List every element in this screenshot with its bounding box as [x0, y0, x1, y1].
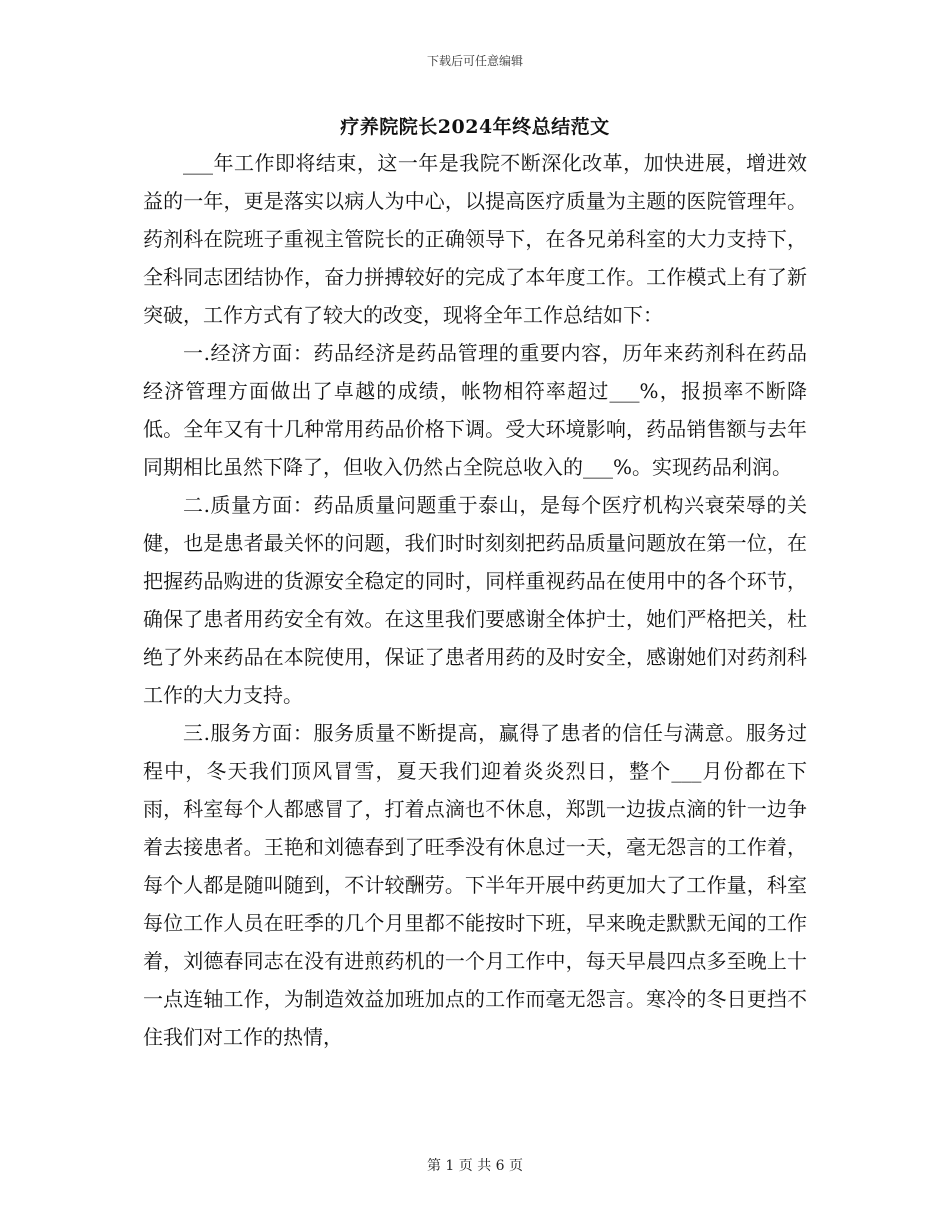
paragraph-quality: 二.质量方面：药品质量问题重于泰山，是每个医疗机构兴衰荣辱的关健，也是患者最关怀的问题，我们时时刻刻把药品质量问题放在第一位，在把握药品购进的货源安全稳定的同时，同样重视药品在使用中的各个环节，确保了患者用药安全有效。在这里我们要感谢全体护士，她们严格把关，杜绝了外来药品在本院使用，保证了患者用药的及时安全，感谢她们对药剂科工作的大力支持。	[143, 493, 807, 707]
document-body	[143, 144, 807, 1056]
paragraph-intro: ___年工作即将结束，这一年是我院不断深化改革，加快进展，增进效益的一年，更是落实以病人为中心，以提高医疗质量为主题的医院管理年。药剂科在院班子重视主管院长的正确领导下，在各兄弟科室的大力支持下，全科同志团结协作，奋力拼搏较好的完成了本年度工作。工作模式上有了新突破，工作方式有了较大的改变，现将全年工作总结如下：	[143, 151, 807, 327]
document-title: 疗养院院长2024年终总结范文	[340, 116, 610, 138]
page-number: 第 1 页 共 6 页	[426, 1158, 524, 1174]
paragraph-economy: 一.经济方面：药品经济是药品管理的重要内容，历年来药剂科在药品经济管理方面做出了卓越的成绩，帐物相符率超过___%，报损率不断降低。全年又有十几种常用药品价格下调。受大环境影响，药品销售额与去年同期相比虽然下降了，但收入仍然占全院总收入的___%。实现药品利润。	[143, 341, 807, 479]
header-note: 下载后可任意编辑	[426, 54, 523, 68]
paragraph-service: 三.服务方面：服务质量不断提高，赢得了患者的信任与满意。服务过程中，冬天我们顶风冒雪，夏天我们迎着炎炎烈日，整个___月份都在下雨，科室每个人都感冒了，打着点滴也不休息，郑凯一边拔点滴的针一边争着去接患者。王艳和刘德春到了旺季没有休息过一天，毫无怨言的工作着，每个人都是随叫随到，不计较酬劳。下半年开展中药更加大了工作量，科室每位工作人员在旺季的几个月里都不能按时下班，早来晚走默默无闻的工作着，刘德春同志在没有进煎药机的一个月工作中，每天早晨四点多至晚上十一点连轴工作，为制造效益加班加点的工作而毫无怨言。寒冷的冬日更挡不住我们对工作的热情，	[143, 721, 807, 1049]
